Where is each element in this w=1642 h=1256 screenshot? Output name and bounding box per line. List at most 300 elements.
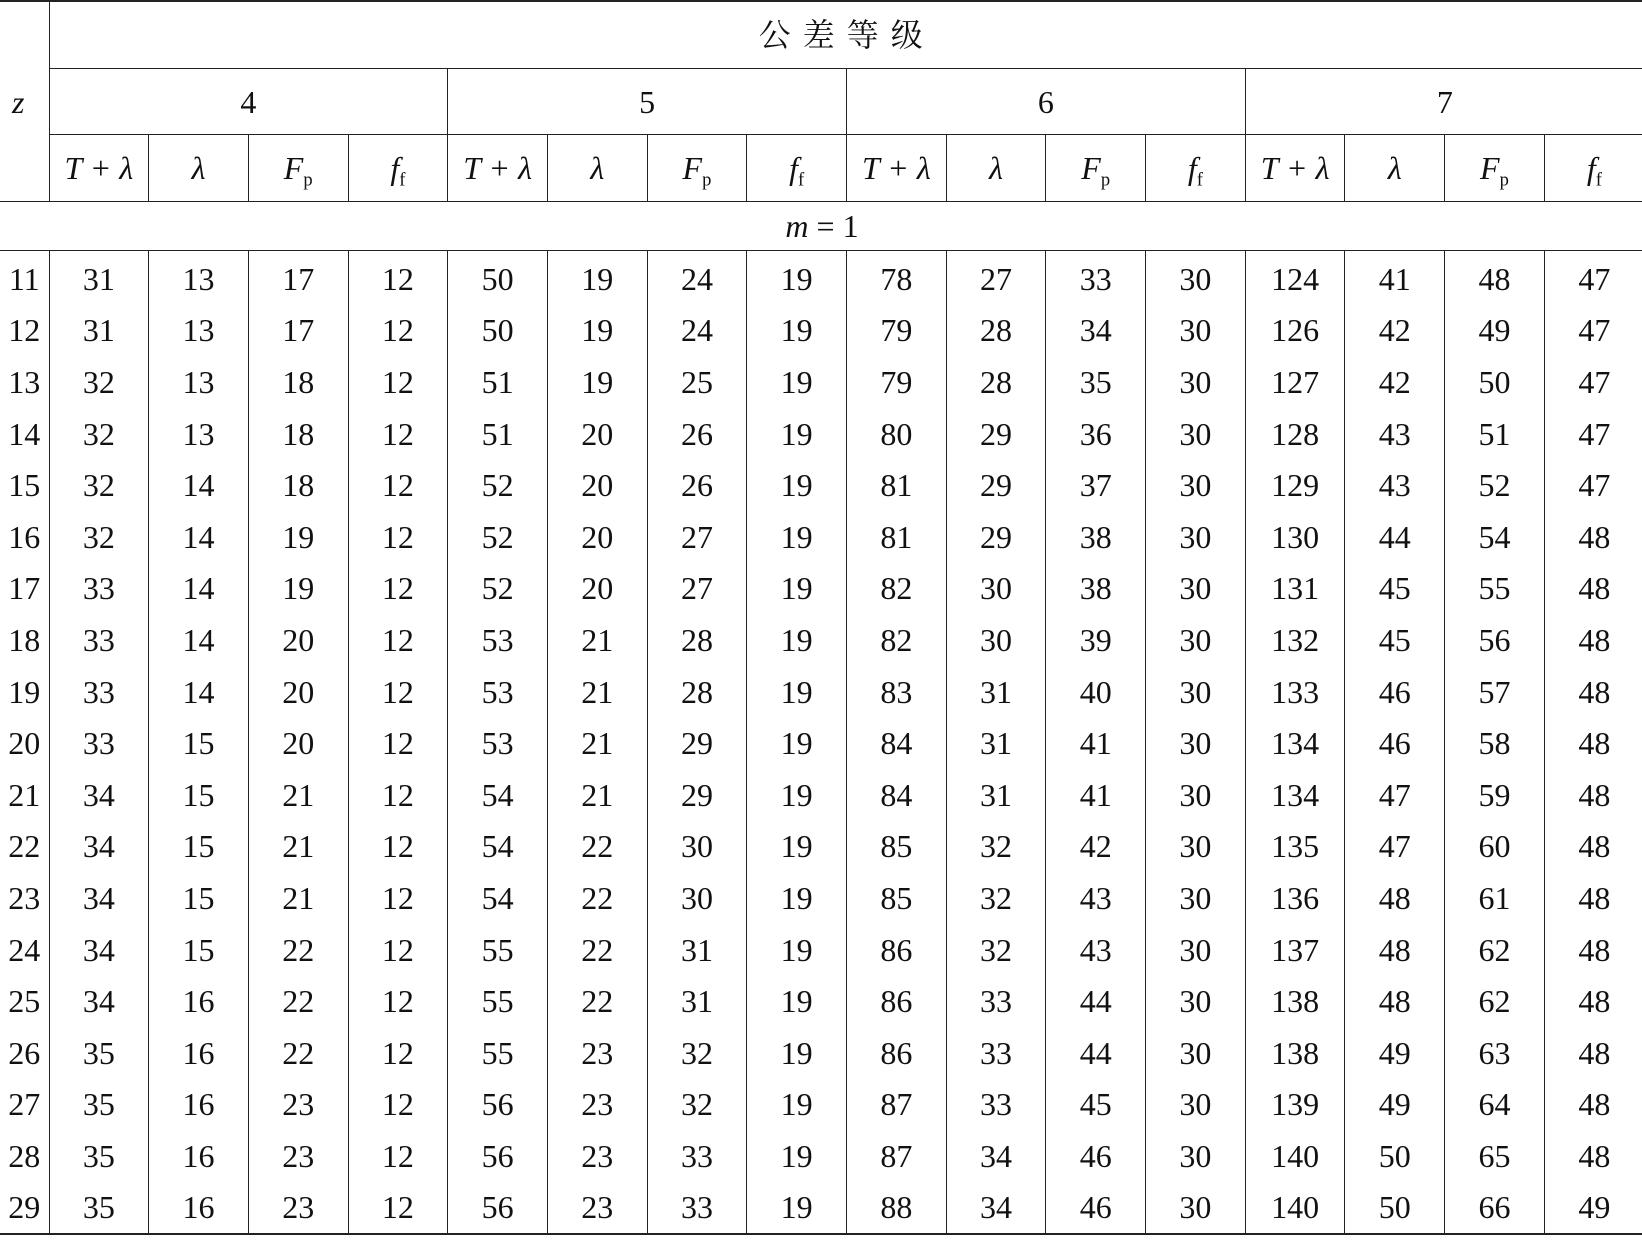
subcolumn-row (0, 135, 1642, 202)
value-cell: 78 (847, 251, 947, 305)
value-cell: 85 (847, 872, 947, 924)
value-cell: 12 (348, 356, 448, 408)
value-cell: 79 (847, 305, 947, 357)
value-cell: 12 (348, 1027, 448, 1079)
value-cell: 20 (248, 666, 348, 718)
value-cell: 48 (1544, 821, 1642, 873)
subcolumn-header (348, 135, 448, 202)
value-cell: 30 (1146, 1079, 1246, 1131)
value-cell: 66 (1445, 1182, 1545, 1235)
subcolumn-header (1345, 135, 1445, 202)
value-cell: 35 (49, 1130, 149, 1182)
value-cell: 32 (49, 408, 149, 460)
value-cell: 14 (149, 614, 249, 666)
value-cell: 80 (847, 408, 947, 460)
value-cell: 48 (1544, 1130, 1642, 1182)
value-cell: 16 (149, 1027, 249, 1079)
subcolumn-symbol: F (1480, 150, 1500, 186)
value-cell: 137 (1245, 924, 1345, 976)
z-cell: 28 (8, 1137, 41, 1174)
value-cell: 13 (149, 251, 249, 305)
z-cell: 15 (8, 467, 41, 504)
value-cell: 44 (1345, 511, 1445, 563)
value-cell: 23 (547, 1130, 647, 1182)
value-cell: 19 (747, 511, 847, 563)
value-cell: 34 (49, 872, 149, 924)
value-cell: 23 (248, 1182, 348, 1235)
z-cell: 13 (8, 363, 41, 400)
subcolumn-symbol: λ (191, 150, 206, 186)
z-cell: 26 (8, 1034, 41, 1071)
value-cell: 62 (1445, 924, 1545, 976)
value-cell: 50 (448, 305, 548, 357)
value-cell: 15 (149, 924, 249, 976)
value-cell: 88 (847, 1182, 947, 1235)
value-cell: 12 (348, 563, 448, 615)
subcolumn-header (1544, 135, 1642, 202)
value-cell: 61 (1445, 872, 1545, 924)
value-cell: 19 (747, 408, 847, 460)
subcolumn-subscript: p (1499, 169, 1509, 191)
value-cell: 12 (348, 305, 448, 357)
value-cell: 86 (847, 975, 947, 1027)
value-cell: 24 (647, 305, 747, 357)
value-cell: 22 (547, 975, 647, 1027)
value-cell: 48 (1345, 924, 1445, 976)
value-cell: 126 (1245, 305, 1345, 357)
value-cell: 12 (348, 408, 448, 460)
value-cell: 52 (448, 511, 548, 563)
value-cell: 48 (1345, 975, 1445, 1027)
value-cell: 44 (1046, 975, 1146, 1027)
value-cell: 33 (946, 975, 1046, 1027)
value-cell: 22 (248, 1027, 348, 1079)
value-cell: 16 (149, 1079, 249, 1131)
subcolumn-symbol: T + λ (463, 150, 532, 186)
value-cell: 19 (747, 872, 847, 924)
value-cell: 30 (647, 872, 747, 924)
subcolumn-symbol: F (283, 150, 304, 186)
value-cell: 22 (547, 924, 647, 976)
value-cell: 46 (1046, 1130, 1146, 1182)
value-cell: 38 (1046, 563, 1146, 615)
table-row (0, 924, 1642, 976)
value-cell: 56 (448, 1182, 548, 1235)
z-cell: 16 (8, 518, 41, 555)
table-row (0, 1182, 1642, 1235)
value-cell: 32 (946, 872, 1046, 924)
value-cell: 55 (1445, 563, 1545, 615)
z-cell: 14 (8, 415, 41, 452)
table-row (0, 717, 1642, 769)
value-cell: 46 (1046, 1182, 1146, 1235)
value-cell: 130 (1245, 511, 1345, 563)
value-cell: 34 (946, 1130, 1046, 1182)
value-cell: 48 (1544, 614, 1642, 666)
value-cell: 133 (1245, 666, 1345, 718)
value-cell: 46 (1345, 717, 1445, 769)
value-cell: 51 (448, 408, 548, 460)
subcolumn-subscript: f (1196, 169, 1203, 191)
value-cell: 17 (248, 251, 348, 305)
value-cell: 22 (248, 924, 348, 976)
value-cell: 64 (1445, 1079, 1545, 1131)
value-cell: 18 (248, 408, 348, 460)
value-cell: 12 (348, 872, 448, 924)
value-cell: 27 (647, 511, 747, 563)
value-cell: 29 (647, 717, 747, 769)
value-cell: 15 (149, 872, 249, 924)
value-cell: 19 (547, 356, 647, 408)
z-cell: 27 (8, 1086, 41, 1123)
value-cell: 19 (547, 305, 647, 357)
value-cell: 12 (348, 975, 448, 1027)
value-cell: 49 (1345, 1079, 1445, 1131)
value-cell: 30 (946, 563, 1046, 615)
value-cell: 19 (248, 563, 348, 615)
subcolumn-subscript: p (702, 169, 712, 191)
value-cell: 19 (248, 511, 348, 563)
value-cell: 30 (1146, 1027, 1246, 1079)
value-cell: 30 (1146, 666, 1246, 718)
value-cell: 23 (248, 1079, 348, 1131)
value-cell: 19 (747, 821, 847, 873)
value-cell: 30 (1146, 924, 1246, 976)
value-cell: 30 (1146, 1182, 1246, 1235)
z-cell: 21 (8, 776, 41, 813)
subcolumn-header (49, 135, 149, 202)
value-cell: 56 (1445, 614, 1545, 666)
value-cell: 46 (1345, 666, 1445, 718)
value-cell: 55 (448, 1027, 548, 1079)
value-cell: 32 (946, 821, 1046, 873)
table-row (0, 1027, 1642, 1079)
value-cell: 30 (1146, 769, 1246, 821)
subcolumn-subscript: f (1595, 169, 1602, 191)
subcolumn-header (946, 135, 1046, 202)
value-cell: 23 (547, 1079, 647, 1131)
value-cell: 23 (248, 1130, 348, 1182)
subcolumn-symbol: f (1187, 150, 1197, 186)
subcolumn-subscript: p (303, 169, 313, 191)
value-cell: 50 (1445, 356, 1545, 408)
z-cell: 25 (8, 983, 41, 1020)
value-cell: 30 (1146, 1130, 1246, 1182)
table-row (0, 408, 1642, 460)
module-var: m (785, 208, 809, 244)
subcolumn-header (1146, 135, 1246, 202)
value-cell: 12 (348, 614, 448, 666)
value-cell: 30 (1146, 305, 1246, 357)
value-cell: 54 (448, 769, 548, 821)
value-cell: 36 (1046, 408, 1146, 460)
value-cell: 50 (1345, 1130, 1445, 1182)
grade-row (0, 69, 1642, 135)
value-cell: 19 (747, 1027, 847, 1079)
value-cell: 124 (1245, 251, 1345, 305)
subcolumn-header (547, 135, 647, 202)
subcolumn-symbol: f (789, 150, 798, 186)
value-cell: 140 (1245, 1130, 1345, 1182)
value-cell: 47 (1544, 305, 1642, 357)
value-cell: 15 (149, 769, 249, 821)
z-cell: 17 (8, 570, 41, 607)
value-cell: 50 (1345, 1182, 1445, 1235)
value-cell: 12 (348, 459, 448, 511)
value-cell: 81 (847, 459, 947, 511)
value-cell: 47 (1345, 769, 1445, 821)
value-cell: 49 (1445, 305, 1545, 357)
value-cell: 15 (149, 821, 249, 873)
table-row (0, 511, 1642, 563)
value-cell: 48 (1544, 975, 1642, 1027)
value-cell: 14 (149, 459, 249, 511)
value-cell: 30 (1146, 251, 1246, 305)
subcolumn-symbol: f (390, 150, 400, 186)
table-row (0, 666, 1642, 718)
table-row (0, 1130, 1642, 1182)
value-cell: 140 (1245, 1182, 1345, 1235)
value-cell: 128 (1245, 408, 1345, 460)
value-cell: 21 (547, 614, 647, 666)
value-cell: 20 (248, 717, 348, 769)
value-cell: 82 (847, 614, 947, 666)
value-cell: 54 (448, 872, 548, 924)
value-cell: 47 (1544, 459, 1642, 511)
grade-header: 6 (847, 69, 1246, 135)
value-cell: 48 (1445, 251, 1545, 305)
value-cell: 131 (1245, 563, 1345, 615)
value-cell: 56 (448, 1130, 548, 1182)
value-cell: 44 (1046, 1027, 1146, 1079)
value-cell: 19 (747, 717, 847, 769)
value-cell: 30 (1146, 511, 1246, 563)
value-cell: 48 (1544, 717, 1642, 769)
value-cell: 33 (1046, 251, 1146, 305)
value-cell: 12 (348, 1079, 448, 1131)
value-cell: 43 (1046, 924, 1146, 976)
value-cell: 23 (547, 1027, 647, 1079)
value-cell: 51 (448, 356, 548, 408)
subcolumn-symbol: λ (590, 150, 605, 186)
value-cell: 13 (149, 408, 249, 460)
value-cell: 29 (946, 511, 1046, 563)
subcolumn-header (448, 135, 548, 202)
value-cell: 34 (946, 1182, 1046, 1235)
value-cell: 28 (946, 356, 1046, 408)
table-row (0, 251, 1642, 305)
value-cell: 31 (946, 769, 1046, 821)
value-cell: 33 (647, 1130, 747, 1182)
module-label (0, 202, 1642, 251)
subcolumn-header (847, 135, 947, 202)
value-cell: 41 (1046, 769, 1146, 821)
value-cell: 19 (747, 1130, 847, 1182)
value-cell: 38 (1046, 511, 1146, 563)
value-cell: 31 (49, 251, 149, 305)
value-cell: 55 (448, 975, 548, 1027)
module-row (0, 202, 1642, 251)
value-cell: 21 (547, 769, 647, 821)
value-cell: 12 (348, 1130, 448, 1182)
value-cell: 53 (448, 666, 548, 718)
value-cell: 32 (49, 356, 149, 408)
subcolumn-symbol: λ (1387, 150, 1402, 186)
subcolumn-header (747, 135, 847, 202)
value-cell: 23 (547, 1182, 647, 1235)
value-cell: 48 (1544, 769, 1642, 821)
value-cell: 12 (348, 666, 448, 718)
value-cell: 13 (149, 356, 249, 408)
value-cell: 26 (647, 408, 747, 460)
subcolumn-header (1445, 135, 1545, 202)
value-cell: 19 (747, 614, 847, 666)
value-cell: 30 (1146, 872, 1246, 924)
z-cell: 22 (8, 828, 41, 865)
value-cell: 27 (946, 251, 1046, 305)
subcolumn-symbol: f (1586, 150, 1596, 186)
value-cell: 14 (149, 666, 249, 718)
module-value: = 1 (808, 208, 859, 244)
value-cell: 43 (1345, 408, 1445, 460)
z-cell: 23 (8, 879, 41, 916)
value-cell: 29 (946, 459, 1046, 511)
table-row (0, 1079, 1642, 1131)
value-cell: 85 (847, 821, 947, 873)
value-cell: 33 (946, 1027, 1046, 1079)
value-cell: 19 (747, 975, 847, 1027)
value-cell: 62 (1445, 975, 1545, 1027)
value-cell: 35 (49, 1182, 149, 1235)
value-cell: 48 (1544, 872, 1642, 924)
value-cell: 79 (847, 356, 947, 408)
subcolumn-subscript: f (399, 169, 406, 191)
value-cell: 15 (149, 717, 249, 769)
value-cell: 14 (149, 511, 249, 563)
value-cell: 138 (1245, 975, 1345, 1027)
subcolumn-symbol: λ (989, 150, 1003, 186)
subcolumn-symbol: T + λ (1260, 150, 1330, 186)
value-cell: 138 (1245, 1027, 1345, 1079)
grade-header: 5 (448, 69, 847, 135)
value-cell: 37 (1046, 459, 1146, 511)
value-cell: 48 (1544, 924, 1642, 976)
value-cell: 60 (1445, 821, 1545, 873)
value-cell: 19 (747, 459, 847, 511)
value-cell: 47 (1544, 251, 1642, 305)
value-cell: 65 (1445, 1130, 1545, 1182)
table-row (0, 305, 1642, 357)
value-cell: 43 (1046, 872, 1146, 924)
value-cell: 30 (946, 614, 1046, 666)
value-cell: 139 (1245, 1079, 1345, 1131)
value-cell: 50 (448, 251, 548, 305)
subcolumn-header (248, 135, 348, 202)
value-cell: 35 (49, 1079, 149, 1131)
value-cell: 17 (248, 305, 348, 357)
value-cell: 32 (647, 1079, 747, 1131)
table-row (0, 459, 1642, 511)
value-cell: 34 (1046, 305, 1146, 357)
value-cell: 39 (1046, 614, 1146, 666)
value-cell: 20 (547, 511, 647, 563)
value-cell: 20 (547, 563, 647, 615)
value-cell: 54 (448, 821, 548, 873)
value-cell: 19 (747, 666, 847, 718)
subcolumn-header (149, 135, 249, 202)
value-cell: 22 (547, 872, 647, 924)
value-cell: 27 (647, 563, 747, 615)
grade-header: 7 (1245, 69, 1642, 135)
grade-header: 4 (49, 69, 448, 135)
z-cell: 20 (8, 725, 41, 762)
subcolumn-header (1046, 135, 1146, 202)
value-cell: 87 (847, 1079, 947, 1131)
table-row (0, 975, 1642, 1027)
value-cell: 29 (946, 408, 1046, 460)
value-cell: 21 (547, 666, 647, 718)
value-cell: 12 (348, 769, 448, 821)
value-cell: 47 (1345, 821, 1445, 873)
value-cell: 134 (1245, 769, 1345, 821)
value-cell: 52 (1445, 459, 1545, 511)
value-cell: 33 (946, 1079, 1046, 1131)
value-cell: 21 (248, 821, 348, 873)
title-row (0, 1, 1642, 69)
value-cell: 136 (1245, 872, 1345, 924)
value-cell: 41 (1046, 717, 1146, 769)
value-cell: 30 (1146, 356, 1246, 408)
value-cell: 30 (1146, 717, 1246, 769)
table-row (0, 769, 1642, 821)
value-cell: 43 (1345, 459, 1445, 511)
value-cell: 30 (1146, 563, 1246, 615)
value-cell: 34 (49, 975, 149, 1027)
value-cell: 31 (647, 924, 747, 976)
value-cell: 63 (1445, 1027, 1545, 1079)
value-cell: 30 (1146, 408, 1246, 460)
value-cell: 81 (847, 511, 947, 563)
value-cell: 30 (1146, 459, 1246, 511)
value-cell: 47 (1544, 356, 1642, 408)
value-cell: 21 (248, 769, 348, 821)
table-row (0, 356, 1642, 408)
value-cell: 24 (647, 251, 747, 305)
value-cell: 59 (1445, 769, 1545, 821)
value-cell: 86 (847, 1027, 947, 1079)
value-cell: 16 (149, 1182, 249, 1235)
value-cell: 51 (1445, 408, 1545, 460)
value-cell: 31 (946, 666, 1046, 718)
value-cell: 19 (547, 251, 647, 305)
value-cell: 45 (1345, 614, 1445, 666)
value-cell: 16 (149, 1130, 249, 1182)
value-cell: 29 (647, 769, 747, 821)
value-cell: 33 (49, 614, 149, 666)
value-cell: 132 (1245, 614, 1345, 666)
table-row (0, 563, 1642, 615)
value-cell: 28 (647, 614, 747, 666)
value-cell: 12 (348, 1182, 448, 1235)
value-cell: 22 (248, 975, 348, 1027)
value-cell: 16 (149, 975, 249, 1027)
subcolumn-header (647, 135, 747, 202)
value-cell: 53 (448, 717, 548, 769)
value-cell: 19 (747, 769, 847, 821)
value-cell: 45 (1345, 563, 1445, 615)
value-cell: 52 (448, 459, 548, 511)
subcolumn-symbol: F (1081, 150, 1101, 186)
